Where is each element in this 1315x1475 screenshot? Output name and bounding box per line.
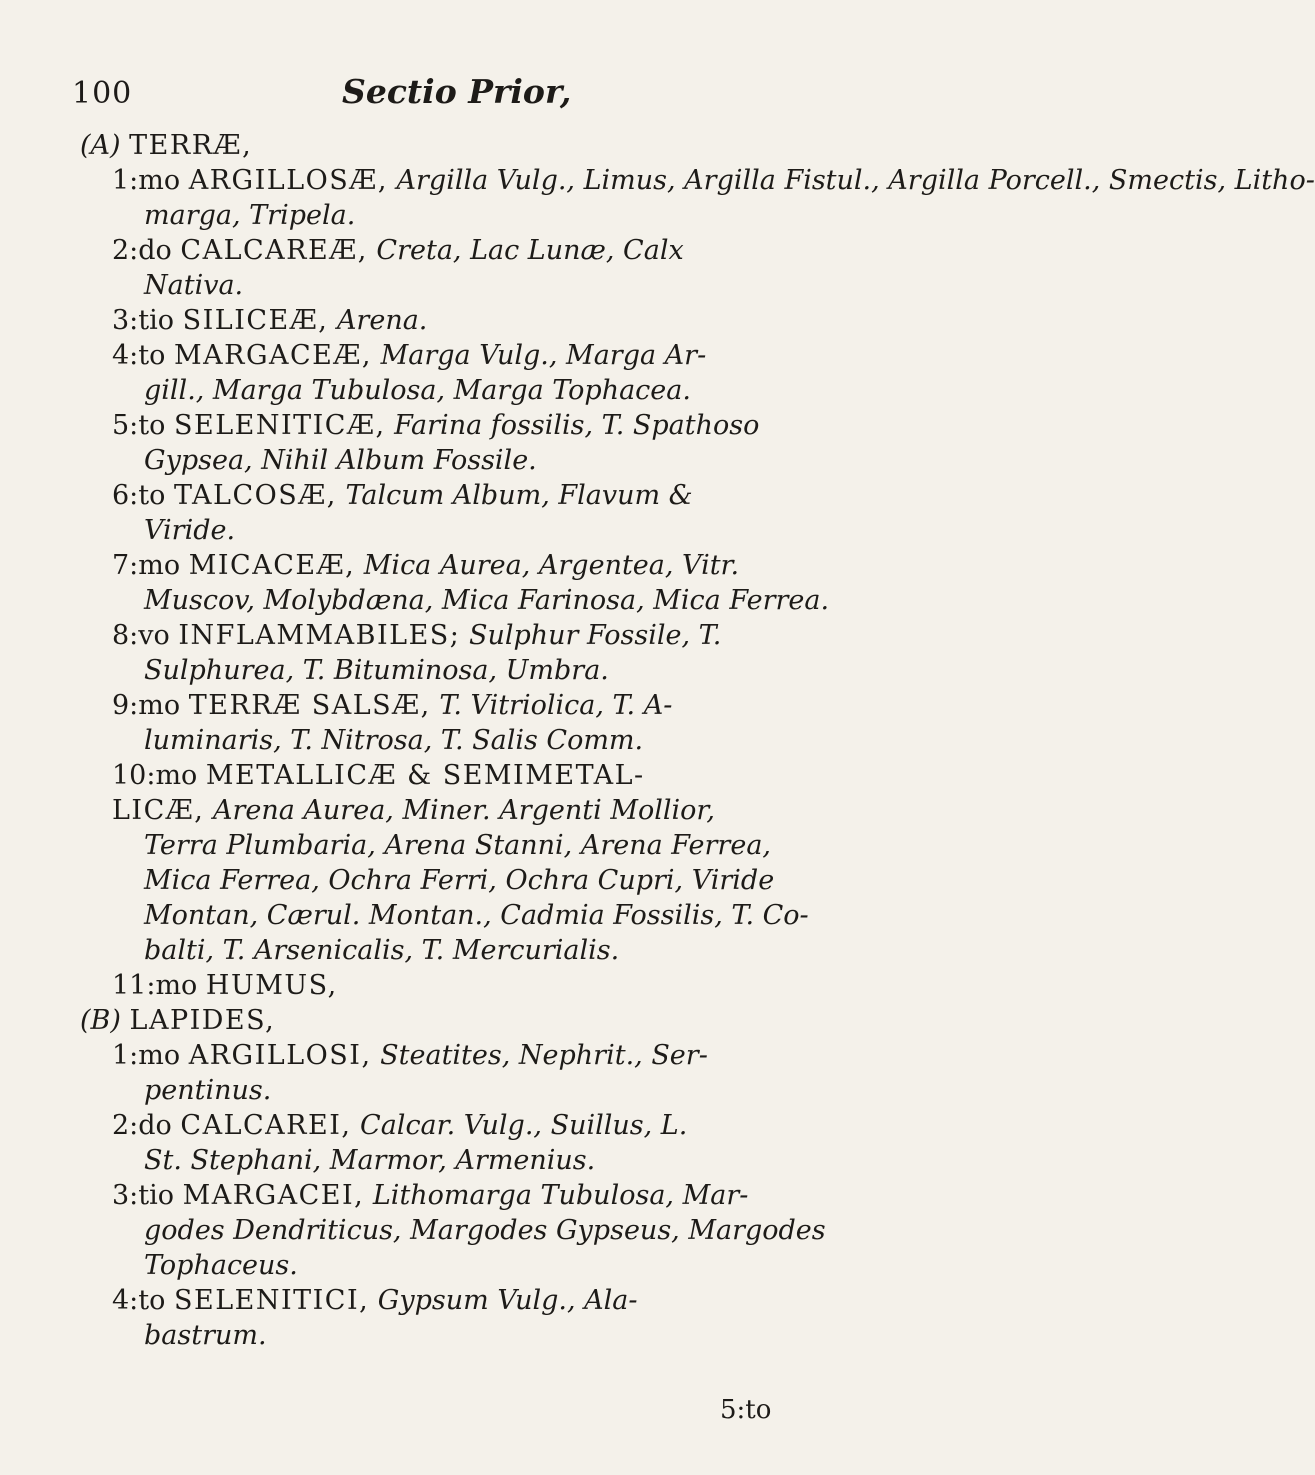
entry-ordinal: 3:tio <box>112 305 175 336</box>
section-title: TERRÆ, <box>129 130 253 161</box>
section-title: LAPIDES, <box>129 1005 276 1036</box>
entry-continuation: Terra Plumbaria, Arena Stanni, Arena Ferrea, <box>144 830 771 861</box>
entry-continuation: pentinus. <box>144 1075 272 1106</box>
entry-continuation: balti, T. Arsenicalis, T. Mercurialis. <box>144 935 620 966</box>
entry-name: MARGACEI, <box>182 1180 365 1211</box>
entry-text: Steatites, Nephrit., Ser- <box>380 1040 708 1071</box>
entry-ordinal: 7:mo <box>112 550 181 581</box>
entry-name: ARGILLOSI, <box>188 1040 372 1071</box>
entry-continuation: godes Dendriticus, Margodes Gypseus, Margodes <box>144 1215 826 1246</box>
entry-ordinal: 8:vo <box>112 620 170 651</box>
entry-ordinal: 2:do <box>112 1110 172 1141</box>
entry-line <box>112 1038 780 1073</box>
entry-name: MARGACEÆ, <box>173 340 373 371</box>
entry-continuation: bastrum. <box>144 1320 267 1351</box>
entry-continuation: Tophaceus. <box>144 1250 298 1281</box>
entry-name: METALLICÆ & SEMIMETAL- <box>205 760 645 791</box>
entry-text: T. Vitriolica, T. A- <box>439 690 673 721</box>
entry-ordinal: 4:to <box>112 1285 166 1316</box>
entry-ordinal: 1:mo <box>112 165 181 196</box>
entry-name: HUMUS, <box>205 970 338 1001</box>
entry-name: SILICEÆ, <box>182 305 329 336</box>
section-marker: (A) <box>80 130 121 161</box>
entry-name: TERRÆ SALSÆ, <box>188 690 431 721</box>
section-heading <box>80 128 780 163</box>
entry-text: Calcar. Vulg., Suillus, L. <box>360 1110 688 1141</box>
entry-name: ARGILLOSÆ, <box>188 165 388 196</box>
entry-text: Arena Aurea, Miner. Argenti Mollior, <box>212 795 715 826</box>
page-number: 100 <box>72 76 133 111</box>
entry-continuation: luminaris, T. Nitrosa, T. Salis Comm. <box>144 725 644 756</box>
entry-line <box>112 1178 780 1213</box>
entry-text: Argilla Vulg., Limus, Argilla Fistul., Argilla Porcell., Smectis, Litho- <box>396 165 1315 196</box>
entry-continuation: Sulphurea, T. Bituminosa, Umbra. <box>144 655 609 686</box>
entry-name: SELENITICI, <box>173 1285 370 1316</box>
entry-line <box>112 303 780 338</box>
entry-ordinal: 3:tio <box>112 1180 175 1211</box>
entry-line <box>112 548 780 583</box>
entry-line <box>112 408 780 443</box>
entry-name: CALCAREÆ, <box>180 235 368 266</box>
entry-continuation: Montan, Cærul. Montan., Cadmia Fossilis, T. Co- <box>144 900 809 931</box>
entry-continuation: Muscov, Molybdæna, Mica Farinosa, Mica Ferrea. <box>144 585 830 616</box>
page-body <box>72 128 1315 1353</box>
entry-text: Farina fossilis, T. Spathoso <box>394 410 760 441</box>
catchword: 5:to <box>720 1395 772 1425</box>
entry-continuation: St. Stephani, Marmor, Armenius. <box>144 1145 596 1176</box>
entry-ordinal: 5:to <box>112 410 166 441</box>
entry-ordinal: 10:mo <box>112 760 198 791</box>
entry-name: CALCAREI, <box>180 1110 352 1141</box>
entry-line <box>112 233 780 268</box>
entry-text: Talcum Album, Flavum & <box>345 480 693 511</box>
section-marker: (B) <box>80 1005 121 1036</box>
entry-text: Arena. <box>336 305 428 336</box>
entry-line <box>112 688 780 723</box>
entry-continuation: Viride. <box>144 515 236 546</box>
page-header <box>72 72 740 122</box>
entry-name: INFLAMMABILES; <box>178 620 461 651</box>
entry-ordinal: 4:to <box>112 340 166 371</box>
entry-text: Lithomarga Tubulosa, Mar- <box>372 1180 749 1211</box>
entry-text: Marga Vulg., Marga Ar- <box>380 340 707 371</box>
entry-ordinal: 1:mo <box>112 1040 181 1071</box>
entry-continuation: Mica Ferrea, Ochra Ferri, Ochra Cupri, Viride <box>144 865 775 896</box>
entry-line <box>112 968 780 1003</box>
entry-line <box>112 163 1315 198</box>
entry-continuation: marga, Tripela. <box>144 200 356 231</box>
entry-line <box>112 1108 780 1143</box>
entry-line <box>112 618 780 653</box>
entry-line <box>112 793 780 828</box>
entry-text: Mica Aurea, Argentea, Vitr. <box>363 550 740 581</box>
entry-ordinal: 9:mo <box>112 690 181 721</box>
entry-line <box>112 1283 780 1318</box>
entry-ordinal: 11:mo <box>112 970 198 1001</box>
entry-text: Gypsum Vulg., Ala- <box>377 1285 638 1316</box>
entry-name: SELENITICÆ, <box>173 410 386 441</box>
entry-continuation: Nativa. <box>144 270 244 301</box>
entry-name: MICACEÆ, <box>188 550 356 581</box>
entry-name: LICÆ, <box>112 795 205 826</box>
entry-continuation: Gypsea, Nihil Album Fossile. <box>144 445 537 476</box>
entry-line <box>112 478 780 513</box>
entry-continuation: gill., Marga Tubulosa, Marga Tophacea. <box>144 375 691 406</box>
entry-name: TALCOSÆ, <box>173 480 337 511</box>
entry-line <box>112 758 780 793</box>
section-heading <box>80 1003 780 1038</box>
entry-ordinal: 6:to <box>112 480 166 511</box>
running-title: Sectio Prior, <box>342 72 572 111</box>
entry-ordinal: 2:do <box>112 235 172 266</box>
entry-text: Sulphur Fossile, T. <box>468 620 722 651</box>
entry-text: Creta, Lac Lunæ, Calx <box>376 235 684 266</box>
entry-line <box>112 338 780 373</box>
